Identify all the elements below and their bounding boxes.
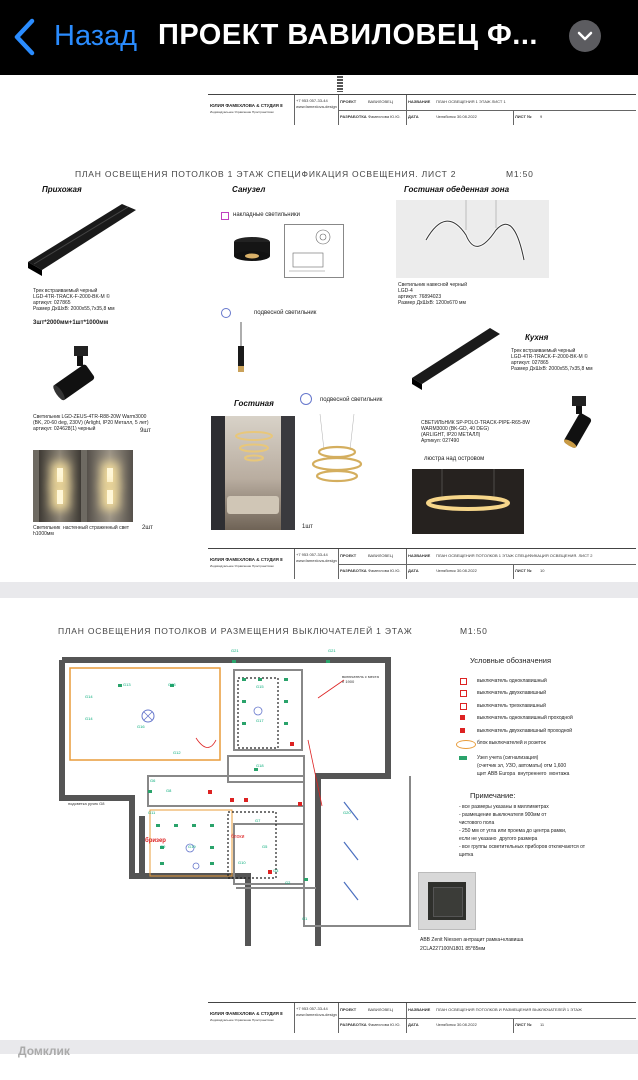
dev-label: РАЗРАБОТКА bbox=[340, 568, 367, 573]
switch-single-icon bbox=[460, 678, 467, 685]
switch-photo bbox=[418, 872, 476, 930]
section-living-dining: Гостиная обеденная зона bbox=[404, 185, 510, 194]
group-label: G20 bbox=[343, 810, 351, 815]
list-label: ЛИСТ № bbox=[515, 1022, 532, 1027]
watermark: Домклик bbox=[18, 1044, 70, 1058]
group-label: G18 bbox=[256, 763, 264, 768]
hall-spot-qty: 9шт bbox=[140, 428, 151, 434]
living-qty: 1шт bbox=[302, 524, 313, 530]
project-value: ВАВИЛОВЕЦ bbox=[368, 99, 393, 104]
notes-title: Примечание: bbox=[470, 791, 516, 800]
kitchen-spot-spec: СВЕТИЛЬНИК SP-POLO-TRACK-PIPE-R65-8W WARM3000 (BK-GD, 40 DEG) (ARLIGHT, IP20 МЕТАЛЛ) Артикул: 027490 bbox=[421, 420, 530, 444]
surface-lamp-photo bbox=[232, 234, 272, 268]
date-label: ДАТА bbox=[408, 114, 419, 119]
bath-surface-label: накладные светильники bbox=[233, 212, 300, 218]
legend-item: выключатель трехклавишный bbox=[477, 703, 546, 709]
group-label: G21 bbox=[231, 648, 239, 653]
island-lamp-photo bbox=[412, 469, 524, 534]
section-kitchen: Кухня bbox=[525, 333, 549, 342]
chevron-down-icon bbox=[569, 20, 601, 52]
chevron-left-icon[interactable] bbox=[12, 18, 38, 61]
date-label: ДАТА bbox=[408, 1022, 419, 1027]
title-block bbox=[208, 1002, 636, 1033]
sheet-title: ПЛАН ОСВЕЩЕНИЯ ПОТОЛКОВ 1 ЭТАЖ СПЕЦИФИКАЦИЯ ОСВЕЩЕНИЯ. ЛИСТ 2 bbox=[75, 169, 457, 179]
group-label: G9 bbox=[160, 844, 166, 849]
kitchen-track-photo bbox=[410, 326, 502, 396]
group-label: G19 bbox=[188, 844, 196, 849]
hall-track-qty: 3шт*2000мм+1шт*1000мм bbox=[33, 320, 109, 326]
floor-plan bbox=[58, 656, 412, 946]
dining-lamp-spec: Светильник навесной черный LGD-4 артикул: 76894023 Размер ДхШхВ: 1200х670 мм bbox=[398, 282, 468, 306]
island-lamp-label: люстра над островом bbox=[424, 456, 485, 462]
list-label: ЛИСТ № bbox=[515, 114, 532, 119]
group-label: G14 bbox=[85, 694, 93, 699]
dev-label: РАЗРАБОТКА bbox=[340, 114, 367, 119]
phone: +7 953 057-33-44 bbox=[296, 1006, 328, 1011]
project-label: ПРОЕКТ bbox=[340, 553, 357, 558]
plan-note: подсветка ручек G8 bbox=[68, 801, 105, 806]
pendant-icon bbox=[300, 393, 312, 405]
switch-caption: ABB Zenit Niessen антрацит рамка+клавиша 2CLA227100N1801 85*85мм bbox=[420, 937, 524, 952]
dev-label: РАЗРАБОТКА bbox=[340, 1022, 367, 1027]
group-label: G1 bbox=[302, 916, 308, 921]
project-value: ВАВИЛОВЕЦ bbox=[368, 553, 393, 558]
legend-title: Условные обозначения bbox=[470, 656, 552, 665]
ring-pendant-photo bbox=[310, 414, 364, 488]
plan-note: блоки bbox=[231, 834, 245, 840]
company-sub: Индивидуальное Управление Пространством bbox=[210, 1018, 274, 1022]
section-hall: Прихожая bbox=[42, 185, 82, 194]
dining-lamp-photo bbox=[396, 200, 549, 278]
plan-note: бризер bbox=[145, 838, 166, 844]
bath-pendant-photo bbox=[234, 322, 248, 380]
sheet-number: 10 bbox=[540, 568, 545, 573]
page-title: ПРОЕКТ ВАВИЛОВЕЦ Ф... bbox=[158, 19, 538, 51]
plan-note: включатель с места h 1900 bbox=[342, 674, 379, 684]
surface-lamp-drawing bbox=[284, 224, 344, 278]
group-label: G8 bbox=[166, 788, 172, 793]
group-label: G10 bbox=[238, 860, 246, 865]
company-name: ЮЛИЯ ФАМЕХЛОВА & СТУДИЯ 8 bbox=[210, 103, 283, 108]
kitchen-track-spec: Трек встраиваемый черный LGD-4TR-TRACK-F-2000-BK-M © артикул: 027865 Размер ДхШхВ: 2000х55,7х35,8 мм bbox=[511, 348, 593, 372]
dev-value: Фамехлова Ю.Ю. bbox=[368, 568, 401, 573]
group-label: G13 bbox=[168, 682, 176, 687]
group-label: G2 bbox=[285, 880, 291, 885]
sheet-page-next bbox=[0, 1054, 638, 1080]
legend-item: выключатель одноклавишный bbox=[477, 678, 547, 684]
project-value: ВАВИЛОВЕЦ bbox=[368, 1007, 393, 1012]
spot-photo bbox=[44, 342, 108, 404]
site: www.famexlova-design bbox=[296, 1012, 337, 1017]
hall-wall-spec: Светильник настенный страженный свет h1000мм bbox=[33, 525, 130, 537]
sheet-title: ПЛАН ОСВЕЩЕНИЯ ПОТОЛКОВ И РАЗМЕЩЕНИЯ ВЫКЛЮЧАТЕЛЕЙ 1 ЭТАЖ bbox=[58, 626, 413, 636]
date-label: ДАТА bbox=[408, 568, 419, 573]
site: www.famexlova-design bbox=[296, 558, 337, 563]
sheet-label: НАЗВАНИЕ bbox=[408, 553, 431, 558]
switch-pass-double-icon bbox=[460, 728, 465, 733]
list-label: ЛИСТ № bbox=[515, 568, 532, 573]
title-block bbox=[208, 548, 636, 579]
sheet-name: ПЛАН ОСВЕЩЕНИЯ 1 ЭТАЖ ЛИСТ 1 bbox=[436, 99, 506, 104]
group-label: G21 bbox=[328, 648, 336, 653]
group-label: G17 bbox=[256, 718, 264, 723]
company-name: ЮЛИЯ ФАМЕХЛОВА & СТУДИЯ 8 bbox=[210, 557, 283, 562]
wall-lamp-photo bbox=[33, 450, 133, 522]
group-label: G16 bbox=[137, 724, 145, 729]
menu-button[interactable] bbox=[569, 20, 601, 52]
date-value: Челябинск 30.08.2022 bbox=[436, 568, 477, 573]
sheet-scale: М1:50 bbox=[506, 169, 534, 179]
group-label: G12 bbox=[173, 750, 181, 755]
group-label: G7 bbox=[255, 818, 261, 823]
site: www.famexlova-design bbox=[296, 104, 337, 109]
legend-item: Узел учета (сигнализация) (счетчик эл, УЗО, автоматы) отм 1,600 щит ABB Europa внутреннего монтажа bbox=[477, 755, 570, 777]
kitchen-spot-photo bbox=[556, 394, 600, 456]
sheet-number: 9 bbox=[540, 114, 543, 119]
group-label: G13 bbox=[123, 682, 131, 687]
legend-item: выключатель двухклавишный bbox=[477, 690, 547, 696]
section-living: Гостиная bbox=[234, 399, 274, 408]
sheet-label: НАЗВАНИЕ bbox=[408, 1007, 431, 1012]
group-label: G5 bbox=[262, 844, 268, 849]
group-label: G3 bbox=[273, 868, 279, 873]
switch-pass-single-icon bbox=[460, 715, 465, 720]
living-room-photo bbox=[211, 416, 295, 530]
group-label: G6 bbox=[150, 778, 156, 783]
company-sub: Индивидуальное Управление Пространством bbox=[210, 110, 274, 114]
sheet-scale: М1:50 bbox=[460, 626, 488, 636]
surface-light-icon bbox=[221, 212, 229, 220]
date-value: Челябинск 30.08.2022 bbox=[436, 1022, 477, 1027]
hall-track-spec: Трек встраиваемый черный LGD-4TR-TRACK-F-2000-BK-M © артикул: 027865 Размер ДхШхВ: 2000х55,7х35,8 мм bbox=[33, 288, 115, 312]
switch-block-icon bbox=[456, 740, 476, 749]
legend-item: блок выключателей и розеток bbox=[477, 740, 546, 746]
phone: +7 953 057-33-44 bbox=[296, 552, 328, 557]
dev-value: Фамехлова Ю.Ю. bbox=[368, 1022, 401, 1027]
nav-bar bbox=[0, 0, 638, 75]
pendant-icon bbox=[221, 308, 231, 318]
switch-double-icon bbox=[460, 690, 467, 697]
date-value: Челябинск 30.08.2022 bbox=[436, 114, 477, 119]
phone: +7 953 057-33-44 bbox=[296, 98, 328, 103]
dev-value: Фамехлова Ю.Ю. bbox=[368, 114, 401, 119]
group-label: G15 bbox=[256, 684, 264, 689]
back-button[interactable]: Назад bbox=[54, 20, 138, 52]
hall-spot-spec: Светильник LGD-ZEUS-4TR-R88-20W Warm3000 (BK, 20-60 deg, 230V) (Arlight, IP20 Металл, 5 лет) артикул: 024628(1) черный bbox=[33, 414, 149, 432]
sheet-page-11 bbox=[0, 598, 638, 1040]
meter-icon bbox=[459, 756, 467, 760]
section-bath: Санузел bbox=[232, 185, 266, 194]
hall-wall-qty: 2шт bbox=[142, 525, 153, 531]
company-sub: Индивидуальное Управление Пространством bbox=[210, 564, 274, 568]
legend-item: выключатель двухклавишный проходной bbox=[477, 728, 573, 734]
bath-pendant-label: подвесной светильник bbox=[254, 310, 317, 316]
project-label: ПРОЕКТ bbox=[340, 1007, 357, 1012]
track-photo bbox=[26, 200, 138, 282]
sheet-page-10 bbox=[0, 142, 638, 582]
notes-text: - все размеры указаны в миллиметрах - размещение выключателя 900мм от чистового пола - 250 мм от угла или проема до центра рамки, если не указано другого размера - все группы осветительных приборов отключаются от щитка bbox=[459, 804, 586, 858]
group-label: G11 bbox=[148, 810, 156, 815]
title-block bbox=[208, 94, 636, 125]
company-name: ЮЛИЯ ФАМЕХЛОВА & СТУДИЯ 8 bbox=[210, 1011, 283, 1016]
project-label: ПРОЕКТ bbox=[340, 99, 357, 104]
sheet-name: ПЛАН ОСВЕЩЕНИЯ ПОТОЛКОВ 1 ЭТАЖ СПЕЦИФИКАЦИЯ ОСВЕЩЕНИЯ. ЛИСТ 2 bbox=[436, 553, 593, 558]
legend-item: выключатель одноклавишный проходной bbox=[477, 715, 573, 721]
switch-triple-icon bbox=[460, 703, 467, 710]
sheet-label: НАЗВАНИЕ bbox=[408, 99, 431, 104]
living-pendant-label: подвесной светильник bbox=[320, 397, 383, 403]
sheet-name: ПЛАН ОСВЕЩЕНИЯ ПОТОЛКОВ И РАЗМЕЩЕНИЯ ВЫКЛЮЧАТЕЛЕЙ 1 ЭТАЖ bbox=[436, 1007, 582, 1012]
group-label: G14 bbox=[85, 716, 93, 721]
sheet-number: 11 bbox=[540, 1022, 545, 1027]
